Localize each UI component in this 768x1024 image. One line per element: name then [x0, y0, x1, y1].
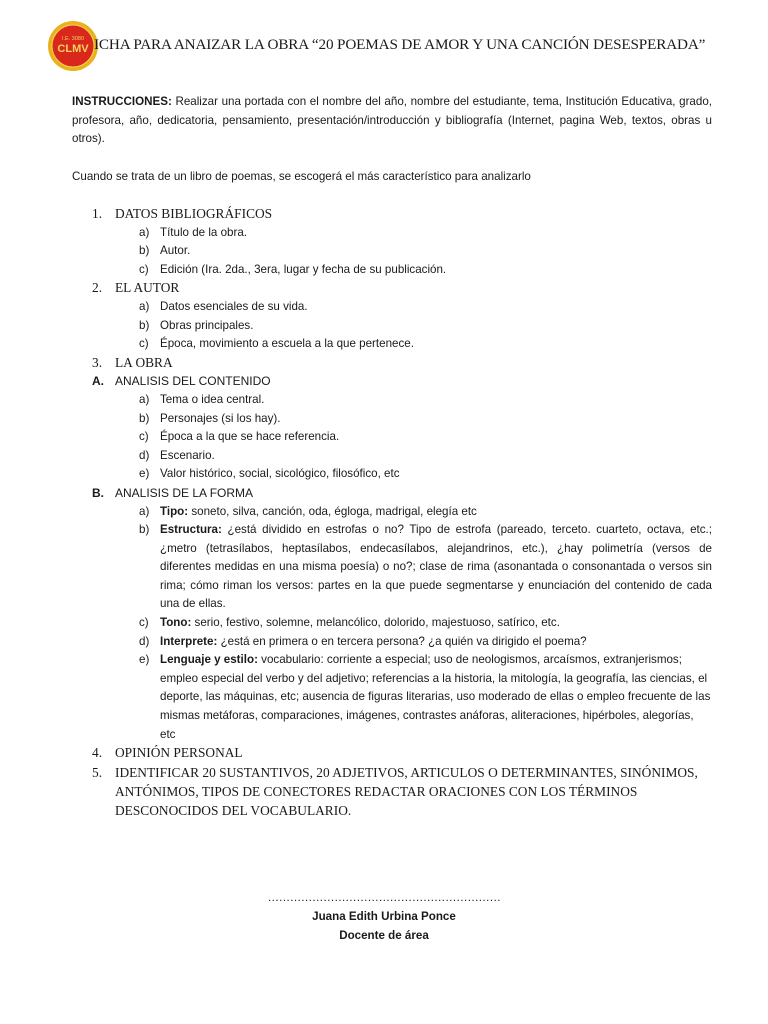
svg-text:CLMV: CLMV	[57, 43, 89, 55]
list-item: d) Interprete: ¿está en primera o en tercera persona? ¿a quién va dirigido el poema?	[139, 634, 587, 648]
instructions-paragraph	[72, 93, 712, 149]
list-item: a) Título de la obra.	[139, 225, 248, 239]
instructions-text: Realizar una portada con el nombre del año, nombre del estudiante, tema, Institución Educativa, grado, profesora, año, dedicatoria, pensamiento, presentación/introducción y bibliografía (Internet, pagina Web, textos, obras u otros).	[72, 95, 712, 145]
list-item: c) Época, movimiento a escuela a la que pertenece.	[139, 337, 414, 351]
list-item: a) Tipo: soneto, silva, canción, oda, égloga, madrigal, elegía etc	[139, 504, 477, 518]
list-item: b) Obras principales.	[139, 318, 254, 332]
list-item: b) Estructura: ¿está dividido en estrofas o no? Tipo de estrofa (pareado, terceto. cuarteto, octava, etc.; ¿metro (tetrasílabos, heptasílabos, endecasílabos, alejandrinos, etc.), ¿hay polimetría (versos de diferentes medidas en una misma poesía) o no?; clase de rima (asonantada o consonantada o versos sin rima; cómo riman los versos: partes en la que puede segmentarse y enunciación del contenido de cada una de ellas.	[139, 523, 712, 611]
list-item: a) Tema o idea central.	[139, 392, 265, 406]
list-item: e) Lenguaje y estilo: vocabulario: corriente a especial; uso de neologismos, arcaísmos, extranjerismos; empleo especial del verbo y del adjetivo; referencias a la historia, la mitología, la geografía, las ciencias, el deporte, las máquinas, etc; ausencia de figuras literarias, uso moderado de ellas o empleo frecuente de las mismas metáforas, comparaciones, imágenes, contrastes anáforas, aliteraciones, hipérboles, alegorías, etc	[139, 653, 711, 741]
section-4-heading: 4. OPINIÓN PERSONAL	[92, 745, 243, 761]
signature-block	[0, 888, 768, 945]
signature-role: Docente de área	[339, 929, 429, 942]
note-paragraph: Cuando se trata de un libro de poemas, se escogerá el más característico para analizarlo	[72, 169, 531, 183]
svg-text:I.E. 3080: I.E. 3080	[61, 36, 85, 42]
signature-name: Juana Edith Urbina Ponce	[312, 910, 456, 923]
section-2-heading: 2. EL AUTOR	[92, 280, 180, 296]
subsection-a-heading: A. ANALISIS DEL CONTENIDO	[92, 374, 271, 389]
instructions-label: INSTRUCCIONES:	[72, 95, 172, 108]
list-item: b) Autor.	[139, 244, 191, 258]
page-title: ICHA PARA ANAIZAR LA OBRA “20 POEMAS DE AMOR Y UNA CANCIÓN DESESPERADA”	[94, 36, 706, 53]
section-5-heading: 5. IDENTIFICAR 20 SUSTANTIVOS, 20 ADJETIVOS, ARTICULOS O DETERMINANTES, SINÓNIMOS, ANTÓNIMOS, TIPOS DE CONECTORES REDACTAR ORACIONES CON LOS TÉRMINOS DESCONOCIDOS DEL VOCABULARIO.	[92, 764, 698, 818]
list-item: c) Edición (Ira. 2da., 3era, lugar y fecha de su publicación.	[139, 262, 447, 276]
document-body	[72, 93, 712, 820]
list-item: c) Época a la que se hace referencia.	[139, 430, 340, 444]
list-item: e) Valor histórico, social, sicológico, filosófico, etc	[139, 467, 400, 481]
list-item: d) Escenario.	[139, 448, 215, 462]
list-item: b) Personajes (si los hay).	[139, 411, 281, 425]
list-item: a) Datos esenciales de su vida.	[139, 299, 308, 313]
subsection-b-heading: B. ANALISIS DE LA FORMA	[92, 485, 254, 500]
section-3-heading: 3. LA OBRA	[92, 354, 173, 370]
signature-line: ………………………………………………………	[267, 891, 501, 904]
school-logo	[47, 20, 99, 72]
list-item: c) Tono: serio, festivo, solemne, melancólico, dolorido, majestuoso, satírico, etc.	[139, 616, 560, 630]
section-1-heading: 1. DATOS BIBLIOGRÁFICOS	[92, 206, 273, 221]
